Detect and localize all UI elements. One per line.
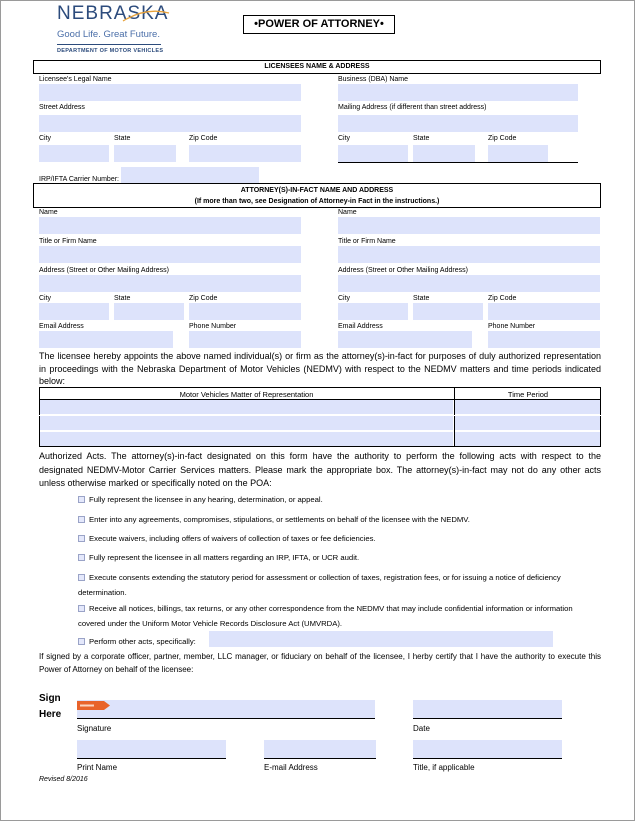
attorney2-zip-field[interactable]	[488, 303, 600, 320]
signature-underline	[77, 718, 375, 719]
attorney-heading-line2: (If more than two, see Designation of Attorney-in Fact in the instructions.)	[194, 198, 440, 205]
matter-row-1-field[interactable]	[40, 400, 453, 414]
date-underline	[413, 718, 562, 719]
option-1-label: Fully represent the licensee in any hearing, determination, or appeal.	[89, 495, 323, 504]
attorney2-email-field[interactable]	[338, 331, 472, 348]
licensee-section-heading: LICENSEES NAME & ADDRESS	[33, 60, 601, 74]
option-5-label: Execute consents extending the statutory period for assessment or collection of taxes, registration fees, or for issuing a notice of deficiency determination.	[78, 573, 561, 597]
attorney1-name-label: Name	[39, 209, 58, 216]
attorney2-zip-label: Zip Code	[488, 295, 517, 302]
email-address-label: E-mail Address	[264, 763, 318, 772]
legal-name-label: Licensee's Legal Name	[39, 76, 112, 83]
attorney-section-heading	[33, 183, 601, 208]
zip-label: Zip Code	[189, 135, 218, 142]
sign-here-label	[39, 691, 61, 723]
authorized-acts-paragraph: Authorized Acts. The attorney(s)-in-fact designated on this form have the authority to perform the following acts with respect to the designated NEDMV-Motor Carrier Services matters. Please mark the appropriate box. The attorney(s)-in-fact may not do any other acts unless otherwise marked or specifically noted on the POA:	[39, 451, 601, 488]
attorney2-address-field[interactable]	[338, 275, 600, 292]
zip-field[interactable]	[189, 145, 301, 162]
attorney2-state-field[interactable]	[413, 303, 483, 320]
attorney1-firm-label: Title or Firm Name	[39, 238, 97, 245]
period-row-1-field[interactable]	[455, 400, 600, 414]
appointment-paragraph: The licensee hereby appoints the above named individual(s) or firm as the attorney(s)-in-fact for purposes of duly authorized representation in proceedings with the Nebraska Department of Motor Vehicles (NEDMV) with respect to the NEDMV matters and time periods indicated below:	[39, 351, 601, 386]
logo-department: DEPARTMENT OF MOTOR VEHICLES	[57, 48, 164, 54]
form-title-box	[243, 15, 395, 34]
option-3-checkbox[interactable]	[78, 535, 85, 542]
attorney1-email-field[interactable]	[39, 331, 173, 348]
matter-row-3-field[interactable]	[40, 432, 453, 446]
attorney1-city-field[interactable]	[39, 303, 109, 320]
attorney2-firm-field[interactable]	[338, 246, 600, 263]
option-1-checkbox[interactable]	[78, 496, 85, 503]
sign-here-line2: Here	[39, 709, 62, 720]
period-row-2-field[interactable]	[455, 416, 600, 430]
date-label: Date	[413, 724, 430, 733]
print-name-label: Print Name	[77, 763, 118, 772]
sign-here-tag-icon	[77, 701, 111, 710]
title-label: Title, if applicable	[413, 763, 475, 772]
bullet-icon: •	[254, 18, 258, 30]
zip-label-2: Zip Code	[488, 135, 517, 142]
attorney2-address-label: Address (Street or Other Mailing Address)	[338, 267, 468, 274]
logo-swoosh-icon	[121, 9, 171, 23]
option-2-label: Enter into any agreements, compromises, stipulations, or settlements on behalf of the licensee with the NEDMV.	[89, 515, 470, 524]
date-field[interactable]	[413, 700, 562, 718]
attorney-heading-line1: ATTORNEY(S)-IN-FACT NAME AND ADDRESS	[240, 187, 394, 194]
attorney1-phone-label: Phone Number	[189, 323, 237, 330]
logo-divider	[57, 44, 161, 45]
print-name-underline	[77, 758, 226, 759]
state-field[interactable]	[114, 145, 176, 162]
street-address-label: Street Address	[39, 104, 85, 111]
option-6-label: Receive all notices, billings, tax returns, or any other correspondence from the NEDMV that may include confidential information or information covered under the Uniform Motor Vehicle Records Disclosure Act (UMVRDA).	[78, 604, 573, 628]
matter-row-2-field[interactable]	[40, 416, 453, 430]
street-address-field[interactable]	[39, 115, 301, 132]
legal-name-field[interactable]	[39, 84, 301, 101]
dba-name-label: Business (DBA) Name	[338, 76, 409, 83]
attorney2-name-field[interactable]	[338, 217, 600, 234]
attorney2-email-label: Email Address	[338, 323, 383, 330]
attorney1-zip-field[interactable]	[189, 303, 301, 320]
attorney2-name-label: Name	[338, 209, 357, 216]
attorney1-name-field[interactable]	[39, 217, 301, 234]
city-label: City	[39, 135, 52, 142]
attorney1-zip-label: Zip Code	[189, 295, 218, 302]
carrier-number-field[interactable]	[121, 167, 259, 184]
bullet-icon: •	[380, 18, 384, 30]
attorney2-phone-field[interactable]	[488, 331, 600, 348]
option-3-label: Execute waivers, including offers of waivers of collection of taxes or fee deficiencies.	[89, 534, 376, 543]
underline	[338, 162, 578, 163]
state-label-2: State	[413, 135, 430, 142]
revision-note: Revised 8/2016	[39, 776, 88, 783]
time-period-column-header: Time Period	[507, 390, 549, 399]
sign-here-line1: Sign	[39, 693, 61, 704]
carrier-number-label: IRP/IFTA Carrier Number:	[39, 176, 119, 183]
attorney1-address-field[interactable]	[39, 275, 301, 292]
title-underline	[413, 758, 562, 759]
attorney2-city-label: City	[338, 295, 351, 302]
mailing-address-field[interactable]	[338, 115, 578, 132]
mailing-zip-field[interactable]	[488, 145, 548, 162]
option-4-checkbox[interactable]	[78, 554, 85, 561]
mailing-city-field[interactable]	[338, 145, 408, 162]
state-label: State	[114, 135, 131, 142]
mailing-address-label: Mailing Address (if different than street address)	[338, 104, 487, 111]
option-7-checkbox[interactable]	[78, 638, 85, 645]
attorney1-address-label: Address (Street or Other Mailing Address)	[39, 267, 169, 274]
signature-field[interactable]	[77, 700, 375, 718]
city-label-2: City	[338, 135, 351, 142]
attorney2-firm-label: Title or Firm Name	[338, 238, 396, 245]
print-name-field[interactable]	[77, 740, 226, 758]
option-2-checkbox[interactable]	[78, 516, 85, 523]
certification-paragraph: If signed by a corporate officer, partner, member, LLC manager, or fiduciary on behalf of the licensee, I herby certify that I have the authority to execute this Power of Attorney on behalf of the licensee:	[39, 652, 601, 674]
email-address-field[interactable]	[264, 740, 376, 758]
title-field[interactable]	[413, 740, 562, 758]
attorney1-city-label: City	[39, 295, 52, 302]
signature-label: Signature	[77, 724, 112, 733]
form-title: POWER OF ATTORNEY	[257, 18, 381, 30]
option-7-label: Perform other acts, specifically:	[89, 637, 196, 646]
city-field[interactable]	[39, 145, 109, 162]
option-4-label: Fully represent the licensee in all matters regarding an IRP, IFTA, or UCR audit.	[89, 553, 360, 562]
other-acts-field[interactable]	[209, 631, 553, 647]
email-underline	[264, 758, 376, 759]
dba-name-field[interactable]	[338, 84, 578, 101]
logo-wordmark: NEBRASKA	[57, 3, 169, 24]
period-row-3-field[interactable]	[455, 432, 600, 446]
attorney2-phone-label: Phone Number	[488, 323, 536, 330]
attorney1-state-label: State	[114, 295, 131, 302]
attorney2-city-field[interactable]	[338, 303, 408, 320]
logo-tagline: Good Life. Great Future.	[57, 29, 160, 40]
attorney1-phone-field[interactable]	[189, 331, 301, 348]
mailing-state-field[interactable]	[413, 145, 475, 162]
attorney1-firm-field[interactable]	[39, 246, 301, 263]
attorney2-state-label: State	[413, 295, 430, 302]
attorney1-email-label: Email Address	[39, 323, 84, 330]
matter-column-header: Motor Vehicles Matter of Representation	[179, 390, 314, 399]
attorney1-state-field[interactable]	[114, 303, 184, 320]
